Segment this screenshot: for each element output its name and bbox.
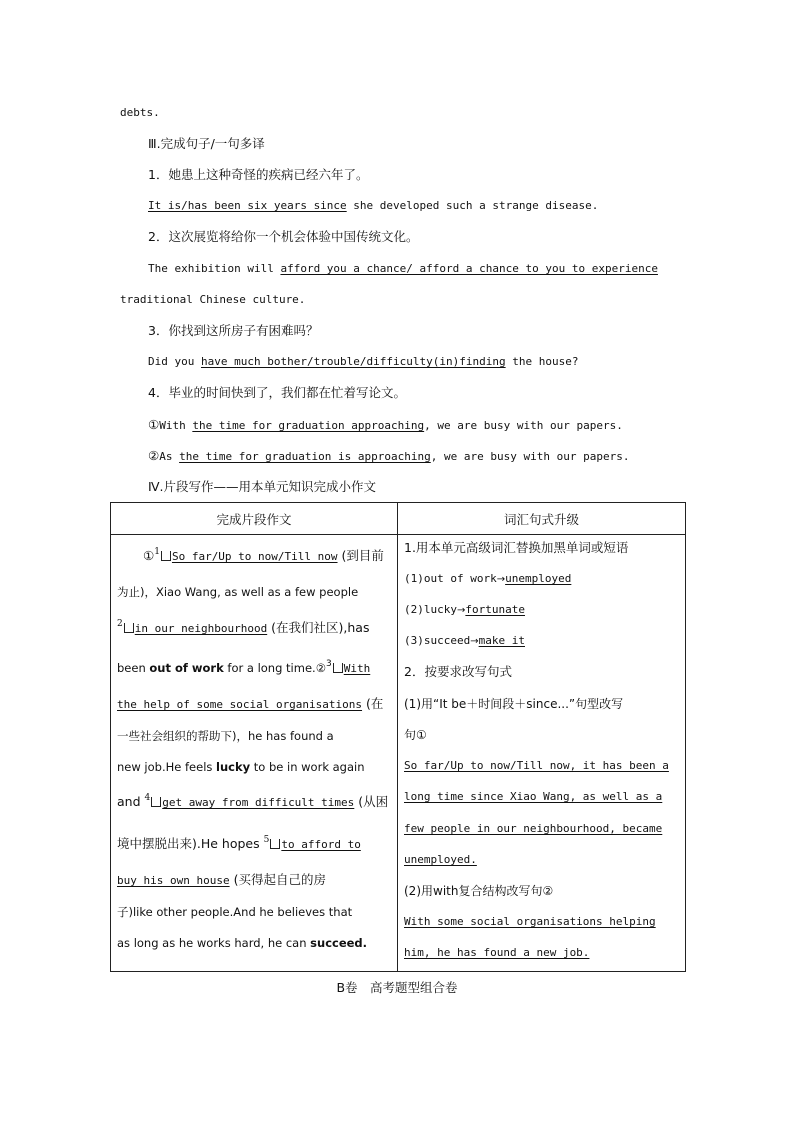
section4-heading: Ⅳ.片段写作——用本单元知识完成小作文 — [148, 479, 377, 494]
col-header-upgrade: 词汇句式升级 — [398, 503, 686, 535]
rewrite-1-instruction: (1)用“It be＋时间段＋since...”句型改写 — [404, 697, 624, 711]
essay-line-9: 境中摆脱出来).He hopes $^5$ to afford to — [117, 835, 361, 851]
arrow-right-icon: → — [470, 636, 479, 647]
essay-cell — [111, 535, 398, 972]
q2-english-cont: traditional Chinese culture. — [120, 293, 306, 306]
upgrade-item-1: (1)out of work→unemployed — [404, 572, 572, 585]
blank-box-icon — [270, 839, 280, 849]
blank-box-icon — [124, 623, 134, 633]
q1-answer: It is/has been six years since — [148, 199, 347, 212]
essay-line-3: $^2$ in our neighbourhood (在我们社区),has — [117, 619, 370, 635]
rewrite-1-instruction-cont: 句① — [404, 728, 427, 742]
essay-line-5: the help of some social organisations (在 — [117, 696, 384, 711]
q3-chinese: 3．你找到这所房子有困难吗？ — [148, 323, 319, 338]
rewrite-1-answer-3: few people in our neighbourhood, became — [404, 822, 663, 835]
section3-heading: Ⅲ.完成句子/一句多译 — [148, 136, 265, 151]
blank-box-icon — [161, 551, 171, 561]
rewrite-1-answer-2: long time since Xiao Wang, as well as a — [404, 790, 663, 803]
essay-line-10: buy his own house (买得起自己的房 — [117, 872, 326, 887]
upgrade-item-2: (2)lucky→fortunate — [404, 603, 525, 616]
q1-chinese: 1．她患上这种奇怪的疾病已经六年了。 — [148, 167, 369, 182]
q4-answer-b: ②As the time for graduation is approaching, we are busy with our papers. — [148, 448, 630, 463]
debts-text: debts. — [120, 106, 160, 119]
rewrite-2-answer-2: him, he has found a new job. — [404, 946, 590, 959]
essay-line-6: 一些社会组织的帮助下)，he has found a — [117, 729, 334, 743]
q2-chinese: 2．这次展览将给你一个机会体验中国传统文化。 — [148, 229, 419, 244]
upgrade-heading-1: 1.用本单元高级词汇替换加黑单词或短语 — [404, 540, 629, 555]
essay-line-4: been out of work for a long time.②$^3$ With — [117, 659, 371, 675]
q4-answer-a: ①With the time for graduation approaching, we are busy with our papers. — [148, 417, 623, 432]
essay-line-8: and $^4$ get away from difficult times (从困 — [117, 793, 389, 809]
essay-line-12: as long as he works hard, he can succeed. — [117, 936, 368, 950]
arrow-right-icon: → — [496, 574, 506, 585]
section-b-caption: B卷 高考题型组合卷 — [336, 980, 458, 995]
rewrite-1-answer-4: unemployed. — [404, 853, 477, 866]
essay-line-2: 为止)，Xiao Wang, as well as a few people — [117, 585, 359, 599]
blank-box-icon — [151, 797, 161, 807]
q3-english: Did you have much bother/trouble/difficulty(in)finding the house? — [148, 355, 579, 368]
q4-chinese: 4．毕业的时间快到了，我们都在忙着写论文。 — [148, 385, 406, 400]
q2-english: The exhibition will afford you a chance/ afford a chance to you to experience — [148, 262, 658, 275]
rewrite-2-answer-1: With some social organisations helping — [404, 915, 656, 928]
q2-answer: afford you a chance/ afford a chance to you to experience — [280, 262, 658, 275]
essay-line-11: 子)like other people.And he believes that — [117, 905, 353, 919]
essay-line-1: ①$^1$ So far/Up to now/Till now (到目前 — [143, 547, 384, 563]
upgrade-cell — [398, 535, 686, 972]
writing-table — [110, 502, 686, 972]
arrow-right-icon: → — [456, 605, 466, 616]
q1-english: It is/has been six years since she developed such a strange disease. — [148, 199, 599, 212]
essay-line-7: new job.He feels lucky to be in work again — [117, 760, 365, 774]
upgrade-heading-2: 2．按要求改写句式 — [404, 664, 512, 679]
q3-answer: have much bother/trouble/difficulty(in)finding — [200, 355, 506, 368]
rewrite-1-answer-1: So far/Up to now/Till now, it has been a — [404, 759, 669, 772]
col-header-essay: 完成片段作文 — [111, 503, 398, 535]
blank-box-icon — [333, 663, 343, 673]
rewrite-2-instruction: (2)用with复合结构改写句② — [404, 884, 554, 898]
upgrade-item-3: (3)succeed→make it — [404, 634, 525, 647]
